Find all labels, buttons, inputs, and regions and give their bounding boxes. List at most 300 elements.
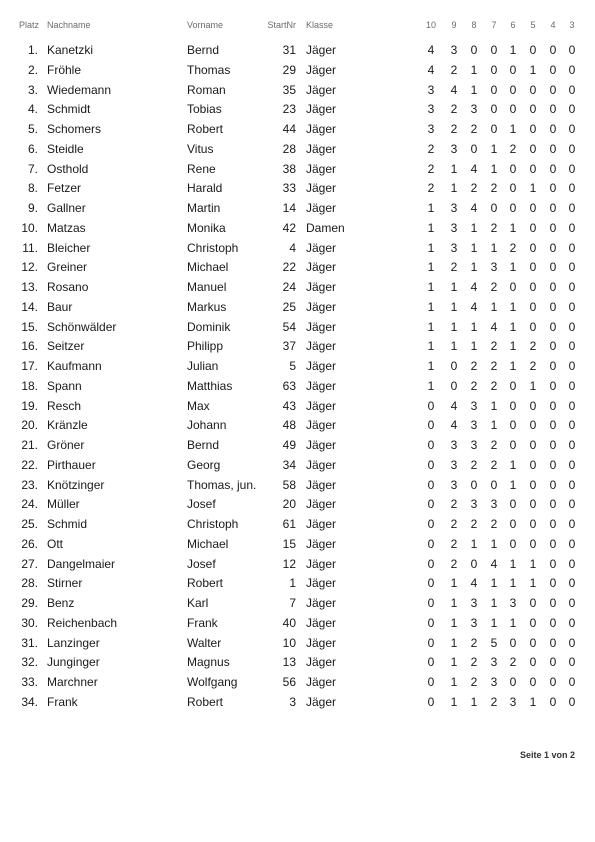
vorname-cell: Robert: [187, 576, 224, 591]
score-cell: 1: [450, 339, 458, 354]
score-cell: 1: [509, 457, 517, 472]
score-cell: 2: [490, 517, 498, 531]
nachname-cell: Kaufmann: [47, 359, 102, 373]
score-cell: 0: [509, 181, 517, 196]
nachname-cell: Schomers: [47, 122, 102, 136]
platz-cell: 1.: [27, 43, 38, 57]
klasse-cell: Jäger: [306, 102, 337, 117]
score-cell: 2: [450, 122, 458, 136]
startnr-cell: 1: [289, 576, 296, 591]
platz-cell: 8.: [27, 181, 38, 196]
score-cell: 2: [490, 280, 498, 294]
score-cell: 0: [568, 556, 576, 571]
table-row: [0, 435, 595, 455]
score-cell: 0: [427, 635, 435, 650]
score-cell: 1: [490, 398, 498, 413]
score-cell: 0: [509, 675, 517, 689]
score-cell: 2: [490, 694, 498, 709]
score-cell: 1: [509, 339, 517, 354]
platz-cell: 23.: [21, 477, 38, 492]
score-cell: 0: [529, 615, 537, 630]
table-row: [0, 573, 595, 593]
score-cell: 1: [427, 201, 435, 215]
score-cell: 0: [549, 240, 557, 255]
score-cell: 1: [470, 694, 478, 709]
table-row: [0, 257, 595, 277]
startnr-cell: 4: [289, 240, 296, 255]
score-cell: 1: [490, 615, 498, 630]
platz-cell: 3.: [27, 82, 38, 97]
score-cell: 0: [490, 201, 498, 215]
score-cell: 3: [450, 438, 458, 452]
score-cell: 0: [427, 457, 435, 472]
nachname-cell: Fröhle: [47, 62, 82, 77]
vorname-cell: Dominik: [187, 319, 231, 334]
startnr-cell: 40: [282, 615, 296, 630]
score-cell: 0: [568, 517, 576, 531]
nachname-cell: Steidle: [47, 141, 84, 156]
header-score-9: 9: [451, 20, 457, 30]
nachname-cell: Knötzinger: [47, 477, 105, 492]
table-row: [0, 356, 595, 376]
klasse-cell: Jäger: [306, 280, 337, 294]
nachname-cell: Pirthauer: [47, 457, 96, 472]
score-cell: 0: [509, 378, 517, 393]
score-cell: 1: [509, 556, 517, 571]
nachname-cell: Schmidt: [47, 102, 91, 117]
nachname-cell: Kränzle: [47, 418, 88, 433]
header-nachname: Nachname: [47, 20, 91, 30]
score-cell: 2: [490, 359, 498, 373]
table-row: [0, 317, 595, 337]
header-score-8: 8: [471, 20, 477, 30]
score-cell: 2: [490, 181, 498, 196]
score-cell: 0: [450, 359, 458, 373]
table-row: [0, 297, 595, 317]
score-cell: 1: [450, 675, 458, 689]
klasse-cell: Jäger: [306, 418, 337, 433]
score-cell: 0: [549, 694, 557, 709]
table-row: [0, 475, 595, 495]
score-cell: 0: [568, 675, 576, 689]
platz-cell: 5.: [27, 122, 38, 136]
score-cell: 0: [529, 43, 537, 57]
klasse-cell: Jäger: [306, 319, 337, 334]
platz-cell: 6.: [27, 141, 38, 156]
score-cell: 2: [450, 497, 458, 512]
score-cell: 0: [427, 675, 435, 689]
score-cell: 0: [529, 497, 537, 512]
score-cell: 1: [509, 615, 517, 630]
score-cell: 3: [450, 477, 458, 492]
score-cell: 2: [470, 517, 478, 531]
klasse-cell: Jäger: [306, 477, 337, 492]
platz-cell: 17.: [21, 359, 38, 373]
startnr-cell: 24: [282, 280, 296, 294]
vorname-cell: Michael: [187, 536, 229, 551]
score-cell: 1: [450, 655, 458, 670]
nachname-cell: Dangelmaier: [47, 556, 116, 571]
score-cell: 2: [470, 655, 478, 670]
platz-cell: 11.: [22, 240, 38, 255]
score-cell: 3: [427, 82, 435, 97]
score-cell: 1: [470, 339, 478, 354]
score-cell: 0: [529, 240, 537, 255]
startnr-cell: 58: [282, 477, 296, 492]
score-cell: 3: [470, 398, 478, 413]
startnr-cell: 31: [282, 43, 296, 57]
nachname-cell: Resch: [47, 398, 82, 413]
score-cell: 0: [427, 655, 435, 670]
score-cell: 1: [509, 576, 517, 591]
score-cell: 1: [450, 319, 458, 334]
score-cell: 3: [450, 240, 458, 255]
table-row: [0, 60, 595, 80]
score-cell: 0: [529, 477, 537, 492]
table-row: [0, 80, 595, 100]
platz-cell: 21.: [21, 438, 38, 452]
score-cell: 2: [450, 260, 458, 275]
table-row: [0, 593, 595, 613]
header-platz: Platz: [19, 20, 40, 30]
score-cell: 0: [509, 418, 517, 433]
score-cell: 4: [470, 161, 478, 176]
score-cell: 0: [568, 43, 576, 57]
score-cell: 0: [529, 438, 537, 452]
score-cell: 2: [490, 378, 498, 393]
score-cell: 0: [568, 82, 576, 97]
klasse-cell: Jäger: [306, 122, 337, 136]
score-cell: 1: [427, 240, 435, 255]
klasse-cell: Jäger: [306, 240, 337, 255]
header-vorname: Vorname: [187, 20, 224, 30]
table-header: [0, 20, 595, 32]
score-cell: 1: [529, 694, 537, 709]
score-cell: 3: [470, 102, 478, 117]
score-cell: 1: [470, 260, 478, 275]
vorname-cell: Rene: [187, 161, 216, 176]
score-cell: 2: [450, 517, 458, 531]
score-cell: 0: [568, 576, 576, 591]
score-cell: 0: [427, 438, 435, 452]
score-cell: 1: [490, 418, 498, 433]
platz-cell: 26.: [21, 536, 38, 551]
platz-cell: 28.: [21, 576, 38, 591]
score-cell: 0: [529, 220, 537, 235]
score-cell: 0: [568, 438, 576, 452]
score-cell: 1: [427, 378, 435, 393]
platz-cell: 19.: [21, 398, 38, 413]
score-cell: 3: [490, 260, 498, 275]
score-cell: 0: [490, 102, 498, 117]
score-cell: 1: [509, 359, 517, 373]
table-row: [0, 336, 595, 356]
table-row: [0, 396, 595, 416]
score-cell: 0: [427, 615, 435, 630]
score-cell: 2: [470, 378, 478, 393]
nachname-cell: Lanzinger: [47, 635, 100, 650]
score-cell: 0: [549, 517, 557, 531]
nachname-cell: Müller: [47, 497, 80, 512]
score-cell: 3: [470, 438, 478, 452]
table-row: [0, 494, 595, 514]
header-score-10: 10: [425, 20, 436, 30]
vorname-cell: Thomas: [187, 62, 231, 77]
platz-cell: 31.: [21, 635, 38, 650]
score-cell: 4: [470, 280, 478, 294]
klasse-cell: Jäger: [306, 339, 337, 354]
score-cell: 1: [470, 62, 478, 77]
vorname-cell: Harald: [187, 181, 223, 196]
score-cell: 0: [529, 398, 537, 413]
score-cell: 0: [568, 615, 576, 630]
startnr-cell: 14: [282, 201, 296, 215]
vorname-cell: Thomas, jun.: [187, 477, 257, 492]
score-cell: 0: [549, 102, 557, 117]
vorname-cell: Markus: [187, 299, 227, 314]
score-cell: 3: [450, 201, 458, 215]
score-cell: 0: [427, 477, 435, 492]
score-cell: 1: [529, 576, 537, 591]
score-cell: 1: [509, 319, 517, 334]
score-cell: 1: [509, 477, 517, 492]
score-cell: 0: [568, 220, 576, 235]
score-cell: 4: [450, 398, 458, 413]
table-row: [0, 415, 595, 435]
klasse-cell: Jäger: [306, 655, 337, 670]
table-row: [0, 514, 595, 534]
score-cell: 3: [490, 675, 498, 689]
score-cell: 1: [529, 62, 537, 77]
score-cell: 0: [549, 378, 557, 393]
table-row: [0, 534, 595, 554]
nachname-cell: Osthold: [47, 161, 89, 176]
klasse-cell: Jäger: [306, 635, 337, 650]
table-row: [0, 376, 595, 396]
score-cell: 3: [450, 457, 458, 472]
score-cell: 1: [450, 615, 458, 630]
score-cell: 2: [427, 181, 435, 196]
score-cell: 1: [470, 240, 478, 255]
startnr-cell: 42: [282, 220, 296, 235]
startnr-cell: 35: [282, 82, 296, 97]
score-cell: 0: [568, 122, 576, 136]
platz-cell: 25.: [21, 517, 38, 531]
header-score-5: 5: [530, 20, 536, 30]
nachname-cell: Benz: [47, 596, 75, 610]
score-cell: 0: [450, 378, 458, 393]
klasse-cell: Jäger: [306, 62, 337, 77]
score-cell: 0: [427, 517, 435, 531]
startnr-cell: 63: [282, 378, 296, 393]
score-cell: 0: [470, 556, 478, 571]
score-cell: 1: [490, 576, 498, 591]
klasse-cell: Jäger: [306, 201, 337, 215]
score-cell: 0: [549, 62, 557, 77]
score-cell: 0: [549, 477, 557, 492]
startnr-cell: 5: [289, 359, 296, 373]
nachname-cell: Reichenbach: [47, 615, 118, 630]
score-cell: 0: [509, 161, 517, 176]
score-cell: 1: [509, 299, 517, 314]
table-row: [0, 692, 595, 712]
header-klasse: Klasse: [306, 20, 334, 30]
score-cell: 0: [529, 596, 537, 610]
startnr-cell: 7: [289, 596, 296, 610]
nachname-cell: Schönwälder: [47, 319, 117, 334]
klasse-cell: Jäger: [306, 596, 337, 610]
score-cell: 0: [490, 122, 498, 136]
score-cell: 2: [470, 181, 478, 196]
score-cell: 0: [549, 556, 557, 571]
score-cell: 2: [490, 438, 498, 452]
score-cell: 0: [568, 655, 576, 670]
score-cell: 2: [470, 675, 478, 689]
table-row: [0, 613, 595, 633]
score-cell: 2: [450, 536, 458, 551]
vorname-cell: Julian: [187, 359, 219, 373]
vorname-cell: Michael: [187, 260, 229, 275]
vorname-cell: Vitus: [187, 141, 214, 156]
startnr-cell: 23: [282, 102, 296, 117]
nachname-cell: Gröner: [47, 438, 85, 452]
score-cell: 1: [450, 635, 458, 650]
score-cell: 0: [549, 43, 557, 57]
score-cell: 0: [549, 536, 557, 551]
score-cell: 0: [568, 418, 576, 433]
table-row: [0, 672, 595, 692]
score-cell: 0: [509, 398, 517, 413]
score-cell: 0: [470, 43, 478, 57]
platz-cell: 4.: [27, 102, 38, 117]
score-cell: 0: [509, 517, 517, 531]
vorname-cell: Monika: [187, 220, 226, 235]
score-cell: 4: [470, 576, 478, 591]
score-cell: 0: [549, 280, 557, 294]
score-cell: 0: [509, 536, 517, 551]
platz-cell: 30.: [21, 615, 38, 630]
score-cell: 0: [549, 675, 557, 689]
score-cell: 0: [529, 319, 537, 334]
score-cell: 0: [509, 102, 517, 117]
score-cell: 1: [470, 536, 478, 551]
table-row: [0, 139, 595, 159]
score-cell: 0: [549, 655, 557, 670]
score-cell: 0: [568, 596, 576, 610]
score-cell: 0: [529, 536, 537, 551]
score-cell: 0: [509, 62, 517, 77]
score-cell: 0: [549, 299, 557, 314]
results-table: [0, 40, 595, 712]
score-cell: 4: [490, 556, 498, 571]
score-cell: 0: [568, 161, 576, 176]
vorname-cell: Manuel: [187, 280, 227, 294]
klasse-cell: Jäger: [306, 615, 337, 630]
score-cell: 0: [568, 299, 576, 314]
table-row: [0, 652, 595, 672]
score-cell: 3: [450, 141, 458, 156]
nachname-cell: Kanetzki: [47, 43, 94, 57]
nachname-cell: Baur: [47, 299, 73, 314]
score-cell: 1: [427, 220, 435, 235]
platz-cell: 2.: [27, 62, 38, 77]
startnr-cell: 10: [282, 635, 296, 650]
score-cell: 0: [568, 260, 576, 275]
startnr-cell: 20: [282, 497, 296, 512]
score-cell: 3: [427, 102, 435, 117]
platz-cell: 16.: [21, 339, 38, 354]
score-cell: 0: [568, 201, 576, 215]
klasse-cell: Damen: [306, 220, 345, 235]
score-cell: 0: [529, 280, 537, 294]
nachname-cell: Schmid: [47, 517, 88, 531]
score-cell: 1: [509, 260, 517, 275]
score-cell: 0: [549, 220, 557, 235]
score-cell: 0: [509, 497, 517, 512]
score-cell: 0: [568, 398, 576, 413]
startnr-cell: 61: [282, 517, 296, 531]
score-cell: 0: [568, 635, 576, 650]
score-cell: 2: [509, 655, 517, 670]
score-cell: 1: [509, 43, 517, 57]
score-cell: 0: [529, 418, 537, 433]
score-cell: 0: [529, 299, 537, 314]
platz-cell: 20.: [21, 418, 38, 433]
score-cell: 0: [549, 122, 557, 136]
score-cell: 3: [470, 418, 478, 433]
score-cell: 1: [490, 161, 498, 176]
score-cell: 4: [450, 418, 458, 433]
score-cell: 0: [549, 615, 557, 630]
nachname-cell: Seitzer: [47, 339, 85, 354]
klasse-cell: Jäger: [306, 161, 337, 176]
vorname-cell: Robert: [187, 122, 224, 136]
platz-cell: 12.: [21, 260, 38, 275]
klasse-cell: Jäger: [306, 536, 337, 551]
score-cell: 0: [568, 280, 576, 294]
score-cell: 0: [470, 477, 478, 492]
score-cell: 0: [427, 536, 435, 551]
score-cell: 1: [490, 299, 498, 314]
score-cell: 2: [509, 240, 517, 255]
klasse-cell: Jäger: [306, 517, 337, 531]
vorname-cell: Josef: [187, 497, 216, 512]
score-cell: 0: [529, 655, 537, 670]
score-cell: 1: [509, 220, 517, 235]
score-cell: 1: [450, 299, 458, 314]
platz-cell: 29.: [21, 596, 38, 610]
score-cell: 0: [509, 635, 517, 650]
score-cell: 0: [549, 418, 557, 433]
table-row: [0, 633, 595, 653]
score-cell: 3: [470, 615, 478, 630]
platz-cell: 32.: [21, 655, 38, 670]
score-cell: 4: [450, 82, 458, 97]
score-cell: 1: [450, 181, 458, 196]
header-score-6: 6: [510, 20, 516, 30]
score-cell: 0: [568, 378, 576, 393]
score-cell: 2: [450, 556, 458, 571]
score-cell: 1: [450, 576, 458, 591]
klasse-cell: Jäger: [306, 359, 337, 373]
score-cell: 0: [490, 43, 498, 57]
startnr-cell: 22: [282, 260, 296, 275]
score-cell: 2: [470, 457, 478, 472]
score-cell: 0: [549, 339, 557, 354]
score-cell: 2: [450, 62, 458, 77]
score-cell: 0: [549, 141, 557, 156]
score-cell: 0: [529, 635, 537, 650]
